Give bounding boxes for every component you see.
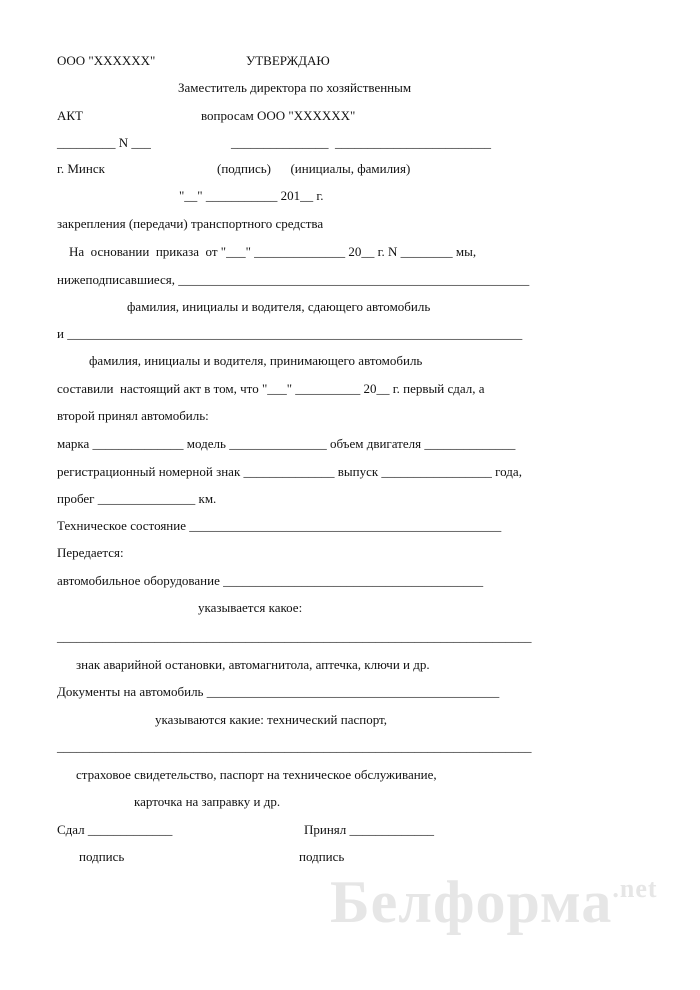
act-heading: АКТ (57, 108, 83, 123)
approval-signature-captions: (подпись) (инициалы, фамилия) (217, 161, 411, 176)
watermark-text: Белформа (330, 869, 613, 935)
make-model-engine-line: марка ______________ модель _______________ объем двигателя ______________ (57, 436, 516, 451)
accepted-car-line: второй принял автомобиль: (57, 408, 209, 423)
receiving-driver-caption: фамилия, инициалы и водителя, принимающего автомобиль (89, 353, 423, 368)
order-line: На основании приказа от "___" ______________ 20__ г. N ________ мы, (69, 244, 477, 259)
city: г. Минск (57, 161, 105, 176)
act-number-line: _________ N ___ (57, 135, 151, 150)
act-title: закрепления (передачи) транспортного средства (57, 216, 324, 231)
org-name-left: ООО "XXXXXX" (57, 53, 156, 68)
receiving-driver-line: и ______________________________________________________________________ (57, 326, 523, 341)
undersigned-line: нижеподписавшиеся, ______________________________________________________ (57, 272, 530, 287)
approve-heading: УТВЕРЖДАЮ (246, 53, 330, 68)
documents-examples-caption-1: страховое свидетельство, паспорт на техническое обслуживание, (76, 767, 437, 782)
documents-caption: указываются какие: технический паспорт, (155, 712, 387, 727)
giving-driver-caption: фамилия, инициалы и водителя, сдающего автомобиль (127, 299, 431, 314)
transfer-date-line: составили настоящий акт в том, что "___" __________ 20__ г. первый сдал, а (57, 381, 485, 396)
gave-signature-line: Сдал _____________ (57, 822, 173, 837)
gave-signature-caption: подпись (79, 849, 125, 864)
approval-signature-blanks: _______________ ________________________ (231, 135, 491, 150)
approval-date-line: "__" ___________ 201__ г. (179, 188, 324, 203)
documents-examples-caption-2: карточка на заправку и др. (134, 794, 281, 809)
equipment-caption: указывается какое: (198, 600, 303, 615)
registration-year-line: регистрационный номерной знак ______________ выпуск _________________ года, (57, 464, 522, 479)
deputy-title-line2: вопросам ООО "XXXXXX" (201, 108, 356, 123)
deputy-title-line1: Заместитель директора по хозяйственным (178, 80, 412, 95)
equipment-blank-line: _________________________________________________________________________ (57, 629, 532, 644)
received-signature-line: Принял _____________ (304, 822, 435, 837)
watermark-suffix: .net (612, 874, 658, 903)
equipment-examples-caption: знак аварийной остановки, автомагнитола, аптечка, ключи и др. (76, 657, 430, 672)
transferred-heading: Передается: (57, 545, 124, 560)
documents-line: Документы на автомобиль _____________________________________________ (57, 684, 500, 699)
documents-blank-line: _________________________________________________________________________ (57, 739, 532, 754)
technical-condition-line: Техническое состояние ________________________________________________ (57, 518, 502, 533)
received-signature-caption: подпись (299, 849, 345, 864)
mileage-line: пробег _______________ км. (57, 491, 217, 506)
equipment-line: автомобильное оборудование ________________________________________ (57, 573, 484, 588)
watermark-logo (330, 868, 658, 937)
